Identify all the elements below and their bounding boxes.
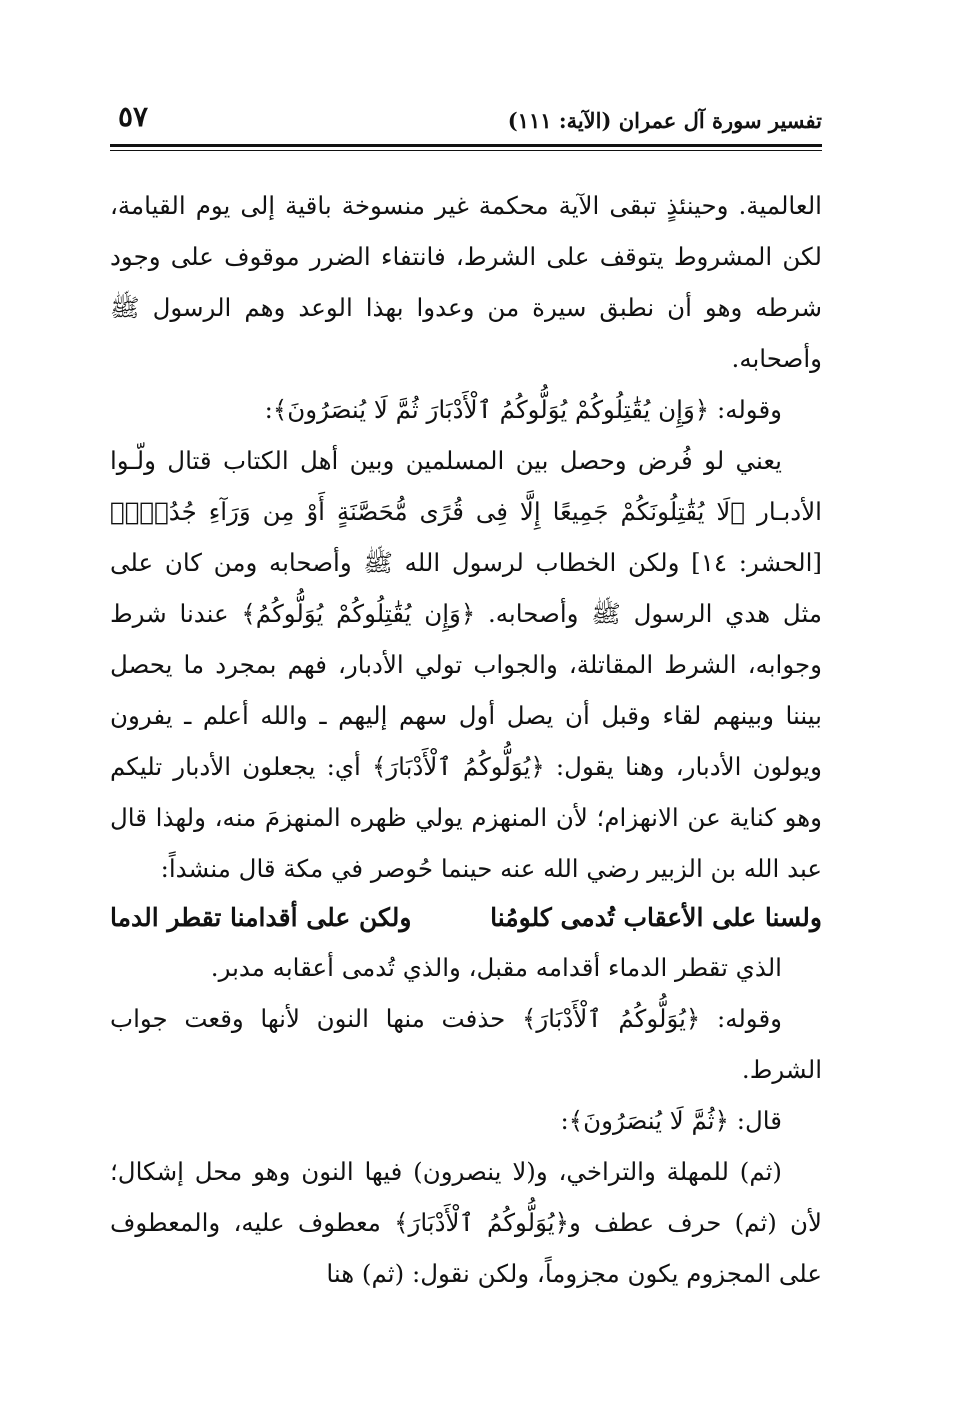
paragraph: يعني لو فُرض وحصل بين المسلمين وبين أهل الكتاب قتال ولّـوا الأدبـار ﴿لَا يُقَٰتِلُونَكُمْ جَمِيعًا إِلَّا فِى قُرًى مُّحَصَّنَةٍ أَوْ مِن وَرَآءِ جُدُرٍۭ﴾ [الحشر: ١٤] ولكن الخطاب لرسول الله ﷺ وأصحابه ومن كان على مثل هدي الرسول ﷺ وأصحابه. ﴿وَإِن يُقَٰتِلُوكُمْ يُوَلُّوكُمُ﴾ عندنا شرط وجوابه، الشرط المقاتلة، والجواب تولي الأدبار، فهم بمجرد ما يحصل بيننا وبينهم لقاء وقبل أن يصل أول سهم إليهم ـ والله أعلم ـ يفرون ويولون الأدبار، وهنا يقول: ﴿يُوَلُّوكُمُ ٱلْأَدْبَارَ﴾ أي: يجعلون الأدبار تليكم وهو كناية عن الانهزام؛ لأن المنهزم يولي ظهره المنهزمَ منه، ولهذا قال عبد الله بن الزبير رضي الله عنه حينما حُوصر في مكة قال منشداً:	[110, 446, 822, 883]
poem-hemistich-2: ولكن على أقدامنا تقطر الدما	[110, 903, 412, 932]
body-text	[110, 180, 822, 1299]
poem-hemistich-1: ولسنا على الأعقاب تُدمى كلومُنا	[490, 903, 822, 932]
header-rule-thin	[110, 150, 822, 151]
paragraph: الذي تقطر الدماء أقدامه مقبل، والذي تُدمى أعقابه مدبر.	[210, 953, 782, 982]
paragraph: وقوله: ﴿وَإِن يُقَٰتِلُوكُمْ يُوَلُّوكُمُ ٱلْأَدْبَارَ ثُمَّ لَا يُنصَرُونَ﴾:	[264, 395, 782, 424]
running-title: تفسير سورة آل عمران (الآية: ١١١)	[507, 108, 822, 133]
paragraph: (ثم) للمهلة والتراخي، و(لا ينصرون) فيها النون وهو محل إشكال؛ لأن (ثم) حرف عطف و﴿يُوَلُّوكُمُ ٱلْأَدْبَارَ﴾ معطوف عليه، والمعطوف على المجزوم يكون مجزوماً، ولكن نقول: (ثم) هنا	[110, 1157, 822, 1288]
book-page	[110, 80, 822, 1288]
paragraph: قال: ﴿ثُمَّ لَا يُنصَرُونَ﴾:	[560, 1106, 782, 1135]
header-rule-thick	[110, 144, 822, 147]
poem-verse	[110, 894, 822, 942]
page-number: ٥٧	[118, 100, 149, 133]
paragraph: وقوله: ﴿يُوَلُّوكُمُ ٱلْأَدْبَارَ﴾ حذفت منها النون لأنها وقعت جواب الشرط.	[110, 1004, 822, 1084]
paragraph: العالمية. وحينئذٍ تبقى الآية محكمة غير منسوخة باقية إلى يوم القيامة، لكن المشروط يتوقف على الشرط، فانتفاء الضرر موقوف على وجود شرطه وهو أن نطبق سيرة من وعدوا بهذا الوعد وهم الرسول ﷺ وأصحابه.	[110, 191, 822, 373]
page-header	[110, 80, 822, 140]
